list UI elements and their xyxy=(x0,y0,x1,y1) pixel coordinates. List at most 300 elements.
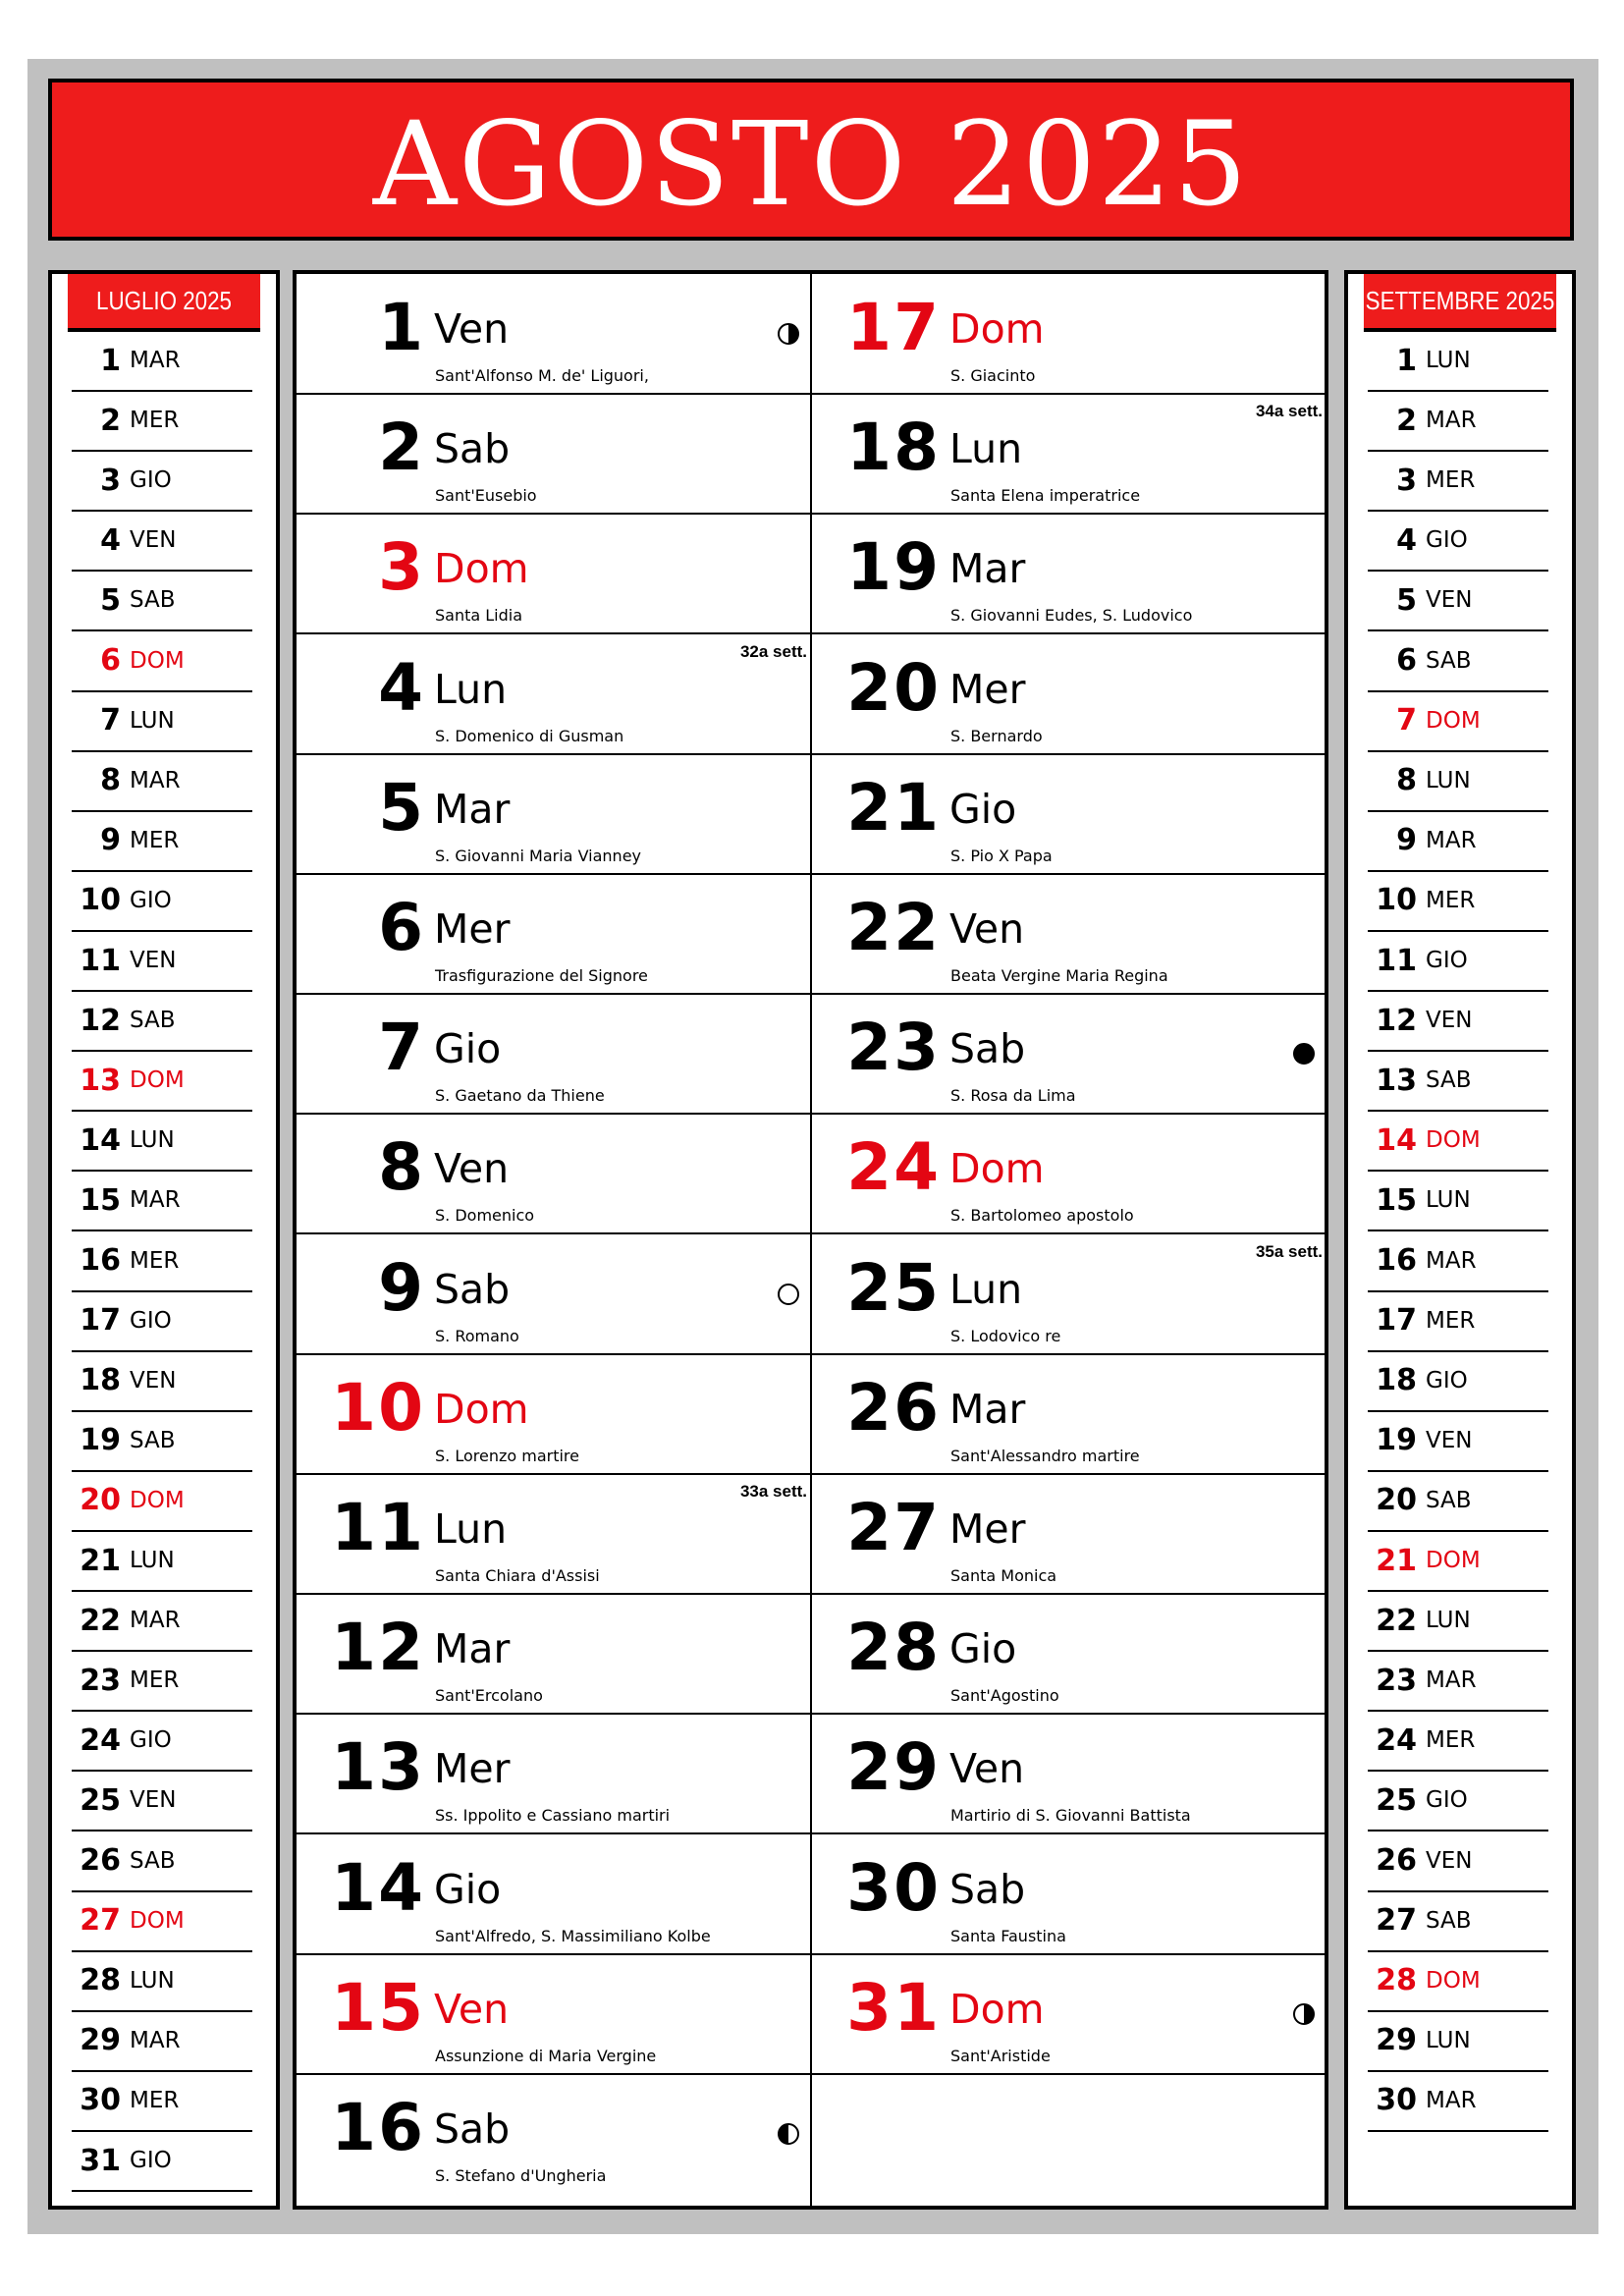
mini-day-row xyxy=(1368,632,1548,692)
mini-day-name: DOM xyxy=(130,1907,185,1934)
month-title: AGOSTO 2025 xyxy=(372,95,1250,232)
mini-day-row xyxy=(1368,1892,1548,1952)
day-cell xyxy=(812,1714,1326,1834)
mini-day-row xyxy=(72,1172,252,1231)
day-cell xyxy=(297,394,811,515)
mini-day-name: SAB xyxy=(130,587,176,614)
mini-day-number: 6 xyxy=(100,643,121,678)
mini-day-name: MER xyxy=(1426,467,1476,494)
day-number: 15 xyxy=(331,1969,425,2046)
mini-day-number: 2 xyxy=(100,403,121,438)
mini-day-name: DOM xyxy=(130,1067,185,1094)
mini-day-number: 20 xyxy=(1376,1483,1417,1518)
day-cell xyxy=(812,994,1326,1115)
day-number: 29 xyxy=(846,1729,941,1806)
day-cell xyxy=(297,754,811,875)
day-number: 22 xyxy=(846,890,941,965)
day-cell xyxy=(812,1834,1326,1955)
saint-name: Sant'Agostino xyxy=(950,1686,1059,1706)
mini-day-row xyxy=(72,2012,252,2072)
next-month-title: SETTEMBRE 2025 xyxy=(1364,274,1556,332)
mini-day-number: 18 xyxy=(80,1363,121,1398)
mini-day-number: 11 xyxy=(1376,943,1417,978)
mini-day-number: 21 xyxy=(1376,1543,1417,1578)
day-name: Gio xyxy=(434,1865,502,1913)
day-name: Mer xyxy=(434,905,511,953)
mini-day-row xyxy=(72,1892,252,1952)
mini-day-row xyxy=(1368,1832,1548,1892)
week-number: 33a sett. xyxy=(739,1482,807,1501)
mini-day-row xyxy=(1368,392,1548,452)
mini-day-number: 2 xyxy=(1396,403,1417,438)
mini-day-row xyxy=(72,1232,252,1292)
mini-day-row xyxy=(72,872,252,932)
day-number: 13 xyxy=(331,1729,425,1806)
mini-day-name: SAB xyxy=(1426,1487,1472,1513)
mini-day-number: 15 xyxy=(1376,1182,1417,1218)
mini-day-row xyxy=(72,1052,252,1112)
saint-name: S. Bernardo xyxy=(950,726,1043,745)
mini-day-number: 18 xyxy=(1376,1363,1417,1398)
mini-day-row xyxy=(1368,752,1548,812)
mini-day-number: 14 xyxy=(80,1122,121,1158)
day-number: 23 xyxy=(846,1010,941,1086)
mini-day-row xyxy=(1368,1472,1548,1532)
week-number: 34a sett. xyxy=(1255,402,1323,421)
saint-name: Ss. Ippolito e Cassiano martiri xyxy=(435,1806,671,1826)
day-number: 17 xyxy=(846,290,941,365)
day-number: 19 xyxy=(846,529,941,606)
saint-name: S. Domenico di Gusman xyxy=(435,726,624,745)
moon-first-quarter-icon xyxy=(1293,2003,1315,2025)
saint-name: Sant'Alfredo, S. Massimiliano Kolbe xyxy=(435,1926,711,1945)
mini-day-number: 10 xyxy=(80,883,121,918)
mini-day-number: 29 xyxy=(1376,2023,1417,2058)
mini-day-name: GIO xyxy=(1426,1787,1468,1814)
mini-day-number: 26 xyxy=(1376,1843,1417,1878)
mini-day-name: DOM xyxy=(130,1487,185,1513)
mini-day-number: 14 xyxy=(1376,1122,1417,1158)
saint-name: S. Rosa da Lima xyxy=(950,1086,1076,1106)
saint-name: S. Romano xyxy=(435,1326,519,1345)
day-cell xyxy=(297,1354,811,1475)
day-name: Mer xyxy=(949,1505,1026,1553)
mini-day-name: DOM xyxy=(1426,1967,1481,1994)
day-cell xyxy=(297,1474,811,1595)
day-number: 4 xyxy=(378,649,425,726)
mini-day-name: GIO xyxy=(130,1727,172,1754)
mini-day-number: 25 xyxy=(1376,1782,1417,1818)
day-cell xyxy=(297,2074,811,2195)
mini-day-name: MER xyxy=(130,1247,180,1274)
moon-full-icon xyxy=(778,1284,799,1305)
saint-name: Santa Lidia xyxy=(435,606,523,626)
mini-day-number: 4 xyxy=(100,522,121,558)
saint-name: Trasfigurazione del Signore xyxy=(435,966,648,985)
saint-name: Martirio di S. Giovanni Battista xyxy=(950,1806,1191,1826)
day-number: 7 xyxy=(378,1010,425,1086)
mini-day-name: LUN xyxy=(130,1548,175,1573)
mini-day-row xyxy=(1368,452,1548,512)
mini-day-row xyxy=(1368,1172,1548,1231)
mini-day-row xyxy=(1368,992,1548,1052)
saint-name: Sant'Aristide xyxy=(950,2046,1051,2065)
mini-day-row xyxy=(1368,512,1548,572)
day-cell xyxy=(812,1114,1326,1234)
mini-day-row xyxy=(72,1292,252,1352)
mini-day-name: GIO xyxy=(1426,527,1468,554)
day-name: Ven xyxy=(949,905,1025,953)
day-cell xyxy=(297,274,811,395)
mini-day-name: MER xyxy=(130,1667,180,1694)
mini-day-name: VEN xyxy=(1426,1427,1473,1453)
mini-day-number: 9 xyxy=(1396,823,1417,858)
day-cell xyxy=(297,1954,811,2075)
mini-day-row xyxy=(72,752,252,812)
mini-day-name: GIO xyxy=(1426,1367,1468,1394)
mini-day-name: MAR xyxy=(1426,827,1477,853)
saint-name: S. Domenico xyxy=(435,1206,535,1226)
day-number: 30 xyxy=(846,1849,941,1926)
mini-day-name: MAR xyxy=(1426,2087,1477,2113)
mini-day-name: MER xyxy=(130,408,180,434)
mini-day-row xyxy=(72,332,252,392)
day-name: Sab xyxy=(434,425,511,473)
day-number: 27 xyxy=(846,1490,941,1565)
moon-last-quarter-icon xyxy=(778,2123,799,2145)
mini-day-number: 16 xyxy=(80,1243,121,1278)
saint-name: Sant'Alfonso M. de' Liguori, xyxy=(435,366,649,385)
mini-day-name: LUN xyxy=(130,1967,175,1994)
day-number: 20 xyxy=(846,649,941,726)
mini-day-number: 25 xyxy=(80,1782,121,1818)
saint-name: S. Giovanni Maria Vianney xyxy=(435,846,642,865)
mini-day-name: MER xyxy=(130,827,180,853)
saint-name: Santa Chiara d'Assisi xyxy=(435,1566,600,1585)
mini-day-name: LUN xyxy=(1426,2027,1471,2053)
mini-day-row xyxy=(72,1652,252,1712)
day-name: Dom xyxy=(949,1145,1045,1193)
mini-day-number: 7 xyxy=(100,703,121,738)
mini-day-number: 11 xyxy=(80,943,121,978)
moon-new-icon xyxy=(1293,1043,1315,1065)
saint-name: Assunzione di Maria Vergine xyxy=(435,2046,657,2065)
mini-day-row xyxy=(1368,812,1548,872)
day-name: Mar xyxy=(949,1385,1026,1433)
saint-name: Santa Elena imperatrice xyxy=(950,486,1141,506)
mini-day-row xyxy=(1368,2072,1548,2132)
day-number: 11 xyxy=(331,1490,425,1565)
mini-day-number: 12 xyxy=(80,1003,121,1038)
mini-day-row xyxy=(1368,872,1548,932)
mini-day-number: 23 xyxy=(1376,1663,1417,1698)
mini-day-number: 27 xyxy=(80,1903,121,1939)
mini-day-number: 20 xyxy=(80,1483,121,1518)
mini-day-name: SAB xyxy=(130,1847,176,1874)
day-name: Ven xyxy=(434,1985,510,2033)
next-month-panel xyxy=(1344,270,1576,2210)
mini-day-number: 3 xyxy=(100,463,121,498)
day-number: 18 xyxy=(846,410,941,486)
mini-day-row xyxy=(1368,572,1548,631)
saint-name: S. Bartolomeo apostolo xyxy=(950,1206,1134,1226)
mini-day-name: LUN xyxy=(130,707,175,734)
mini-day-number: 8 xyxy=(1396,763,1417,798)
mini-day-name: DOM xyxy=(1426,1127,1481,1154)
day-cell xyxy=(812,1594,1326,1715)
mini-day-row xyxy=(1368,1592,1548,1652)
mini-day-number: 28 xyxy=(80,1963,121,1998)
day-cell xyxy=(812,1954,1326,2075)
mini-day-number: 16 xyxy=(1376,1243,1417,1278)
mini-day-name: VEN xyxy=(130,948,177,973)
mini-day-number: 28 xyxy=(1376,1963,1417,1998)
day-name: Gio xyxy=(949,785,1017,833)
mini-day-row xyxy=(72,992,252,1052)
mini-day-name: MAR xyxy=(130,1608,181,1634)
mini-day-row xyxy=(1368,1292,1548,1352)
mini-day-number: 27 xyxy=(1376,1903,1417,1939)
mini-day-row xyxy=(72,1592,252,1652)
mini-day-row xyxy=(72,1712,252,1772)
day-cell xyxy=(812,394,1326,515)
mini-day-name: MAR xyxy=(1426,408,1477,434)
day-number: 24 xyxy=(846,1129,941,1206)
mini-day-number: 13 xyxy=(80,1063,121,1098)
mini-day-name: DOM xyxy=(1426,707,1481,734)
day-cell xyxy=(812,634,1326,755)
mini-day-row xyxy=(72,1952,252,2012)
day-cell xyxy=(812,1234,1326,1355)
day-cell xyxy=(297,514,811,634)
day-number: 25 xyxy=(846,1249,941,1326)
mini-day-name: VEN xyxy=(130,1367,177,1394)
mini-day-name: VEN xyxy=(1426,1008,1473,1034)
mini-day-name: LUN xyxy=(1426,1608,1471,1634)
mini-day-name: MAR xyxy=(130,767,181,793)
mini-day-row xyxy=(1368,2012,1548,2072)
mini-day-number: 26 xyxy=(80,1843,121,1878)
mini-day-name: DOM xyxy=(130,647,185,674)
mini-day-name: LUN xyxy=(1426,348,1471,373)
mini-day-row xyxy=(72,1772,252,1831)
mini-day-name: MAR xyxy=(130,2027,181,2053)
mini-day-row xyxy=(72,1412,252,1472)
day-name: Mar xyxy=(949,545,1026,593)
mini-day-number: 30 xyxy=(80,2083,121,2118)
day-cell xyxy=(297,1594,811,1715)
day-cell xyxy=(297,1834,811,1955)
saint-name: Sant'Ercolano xyxy=(435,1686,543,1706)
mini-day-number: 5 xyxy=(1396,582,1417,618)
mini-day-name: MER xyxy=(130,2087,180,2113)
mini-day-number: 30 xyxy=(1376,2083,1417,2118)
day-cell xyxy=(297,874,811,995)
day-name: Mar xyxy=(434,785,511,833)
day-number: 12 xyxy=(331,1610,425,1686)
mini-day-row xyxy=(1368,932,1548,992)
mini-day-row xyxy=(72,2072,252,2132)
day-cell xyxy=(297,634,811,755)
mini-day-name: VEN xyxy=(1426,587,1473,614)
mini-day-number: 19 xyxy=(80,1423,121,1458)
saint-name: Santa Faustina xyxy=(950,1926,1066,1945)
mini-day-number: 17 xyxy=(1376,1303,1417,1339)
day-name: Dom xyxy=(434,545,529,593)
day-name: Lun xyxy=(949,425,1023,473)
saint-name: Beata Vergine Maria Regina xyxy=(950,966,1168,985)
saint-name: S. Giacinto xyxy=(950,366,1036,385)
day-cell xyxy=(297,1714,811,1834)
mini-day-name: GIO xyxy=(130,467,172,494)
saint-name: S. Lodovico re xyxy=(950,1326,1061,1345)
day-name: Ven xyxy=(949,1745,1025,1793)
day-name: Gio xyxy=(434,1025,502,1073)
day-cell xyxy=(297,1234,811,1355)
saint-name: S. Stefano d'Ungheria xyxy=(435,2166,607,2185)
mini-day-name: MAR xyxy=(1426,1667,1477,1694)
day-number: 9 xyxy=(378,1249,425,1326)
day-number: 14 xyxy=(331,1849,425,1926)
day-name: Ven xyxy=(434,305,510,353)
mini-day-row xyxy=(72,812,252,872)
mini-day-number: 1 xyxy=(100,343,121,378)
day-cell xyxy=(812,514,1326,634)
mini-day-row xyxy=(72,1832,252,1892)
day-number: 3 xyxy=(378,529,425,606)
mini-day-name: GIO xyxy=(130,887,172,913)
mini-day-number: 22 xyxy=(1376,1603,1417,1638)
mini-day-number: 15 xyxy=(80,1182,121,1218)
mini-day-name: MAR xyxy=(1426,1247,1477,1274)
day-name: Mer xyxy=(434,1745,511,1793)
mini-day-name: GIO xyxy=(130,1307,172,1334)
mini-day-number: 22 xyxy=(80,1603,121,1638)
mini-day-number: 29 xyxy=(80,2023,121,2058)
mini-day-row xyxy=(1368,332,1548,392)
day-cell xyxy=(812,1354,1326,1475)
mini-day-number: 10 xyxy=(1376,883,1417,918)
mini-day-name: LUN xyxy=(130,1127,175,1154)
mini-day-number: 13 xyxy=(1376,1063,1417,1098)
mini-day-row xyxy=(72,452,252,512)
day-name: Mer xyxy=(949,665,1026,713)
mini-day-name: VEN xyxy=(130,527,177,554)
mini-day-row xyxy=(72,692,252,752)
mini-day-row xyxy=(72,632,252,692)
mini-day-number: 19 xyxy=(1376,1423,1417,1458)
day-cell xyxy=(812,1474,1326,1595)
mini-day-row xyxy=(1368,1952,1548,2012)
mini-day-name: SAB xyxy=(1426,1067,1472,1094)
mini-day-number: 17 xyxy=(80,1303,121,1339)
saint-name: Santa Monica xyxy=(950,1566,1057,1585)
day-name: Sab xyxy=(434,2105,511,2153)
mini-day-number: 5 xyxy=(100,582,121,618)
mini-day-number: 24 xyxy=(1376,1722,1417,1758)
mini-day-number: 21 xyxy=(80,1543,121,1578)
mini-day-name: SAB xyxy=(1426,1907,1472,1934)
mini-day-name: MER xyxy=(1426,1307,1476,1334)
saint-name: S. Pio X Papa xyxy=(950,846,1053,865)
day-name: Dom xyxy=(949,1985,1045,2033)
day-number: 21 xyxy=(846,769,941,846)
prev-month-panel xyxy=(48,270,280,2210)
day-name: Ven xyxy=(434,1145,510,1193)
day-cell xyxy=(812,874,1326,995)
mini-day-row xyxy=(72,1532,252,1592)
day-name: Gio xyxy=(949,1625,1017,1673)
mini-day-name: MAR xyxy=(130,348,181,373)
saint-name: S. Gaetano da Thiene xyxy=(435,1086,605,1106)
mini-day-row xyxy=(1368,1532,1548,1592)
mini-day-row xyxy=(1368,1652,1548,1712)
mini-day-row xyxy=(72,1472,252,1532)
mini-day-name: GIO xyxy=(130,2148,172,2173)
mini-day-number: 8 xyxy=(100,763,121,798)
mini-day-number: 23 xyxy=(80,1663,121,1698)
mini-day-row xyxy=(1368,1352,1548,1412)
day-name: Mar xyxy=(434,1625,511,1673)
mini-day-number: 1 xyxy=(1396,343,1417,378)
mini-day-name: SAB xyxy=(130,1427,176,1453)
day-name: Lun xyxy=(949,1265,1023,1313)
day-number: 10 xyxy=(331,1369,425,1446)
day-name: Sab xyxy=(949,1025,1026,1073)
day-name: Lun xyxy=(434,1505,508,1553)
mini-day-number: 24 xyxy=(80,1722,121,1758)
day-number: 8 xyxy=(378,1129,425,1206)
mini-day-number: 4 xyxy=(1396,522,1417,558)
day-number: 26 xyxy=(846,1369,941,1446)
saint-name: S. Giovanni Eudes, S. Ludovico xyxy=(950,606,1193,626)
mini-day-row xyxy=(1368,1112,1548,1172)
mini-day-row xyxy=(72,932,252,992)
week-number: 35a sett. xyxy=(1255,1241,1323,1261)
mini-day-row xyxy=(1368,1232,1548,1292)
day-number: 16 xyxy=(331,2090,425,2165)
mini-day-name: MAR xyxy=(130,1187,181,1214)
mini-day-row xyxy=(72,1112,252,1172)
month-grid xyxy=(293,270,1328,2210)
mini-day-name: VEN xyxy=(130,1787,177,1814)
mini-day-row xyxy=(72,1352,252,1412)
day-name: Lun xyxy=(434,665,508,713)
mini-day-number: 7 xyxy=(1396,703,1417,738)
mini-day-name: VEN xyxy=(1426,1847,1473,1874)
day-number: 31 xyxy=(846,1969,941,2046)
mini-day-name: SAB xyxy=(130,1008,176,1034)
mini-day-row xyxy=(1368,1772,1548,1831)
day-cell xyxy=(297,1114,811,1234)
mini-day-name: MER xyxy=(1426,887,1476,913)
mini-day-number: 3 xyxy=(1396,463,1417,498)
mini-day-name: MER xyxy=(1426,1727,1476,1754)
mini-day-row xyxy=(72,2132,252,2192)
prev-month-title: LUGLIO 2025 xyxy=(68,274,260,332)
mini-day-name: GIO xyxy=(1426,948,1468,973)
mini-day-row xyxy=(72,572,252,631)
saint-name: Sant'Alessandro martire xyxy=(950,1446,1140,1465)
mini-day-number: 6 xyxy=(1396,643,1417,678)
month-banner xyxy=(48,79,1574,241)
mini-day-number: 31 xyxy=(80,2143,121,2178)
mini-day-name: SAB xyxy=(1426,647,1472,674)
mini-day-number: 12 xyxy=(1376,1003,1417,1038)
mini-day-name: DOM xyxy=(1426,1548,1481,1573)
mini-day-name: LUN xyxy=(1426,767,1471,793)
saint-name: S. Lorenzo martire xyxy=(435,1446,579,1465)
